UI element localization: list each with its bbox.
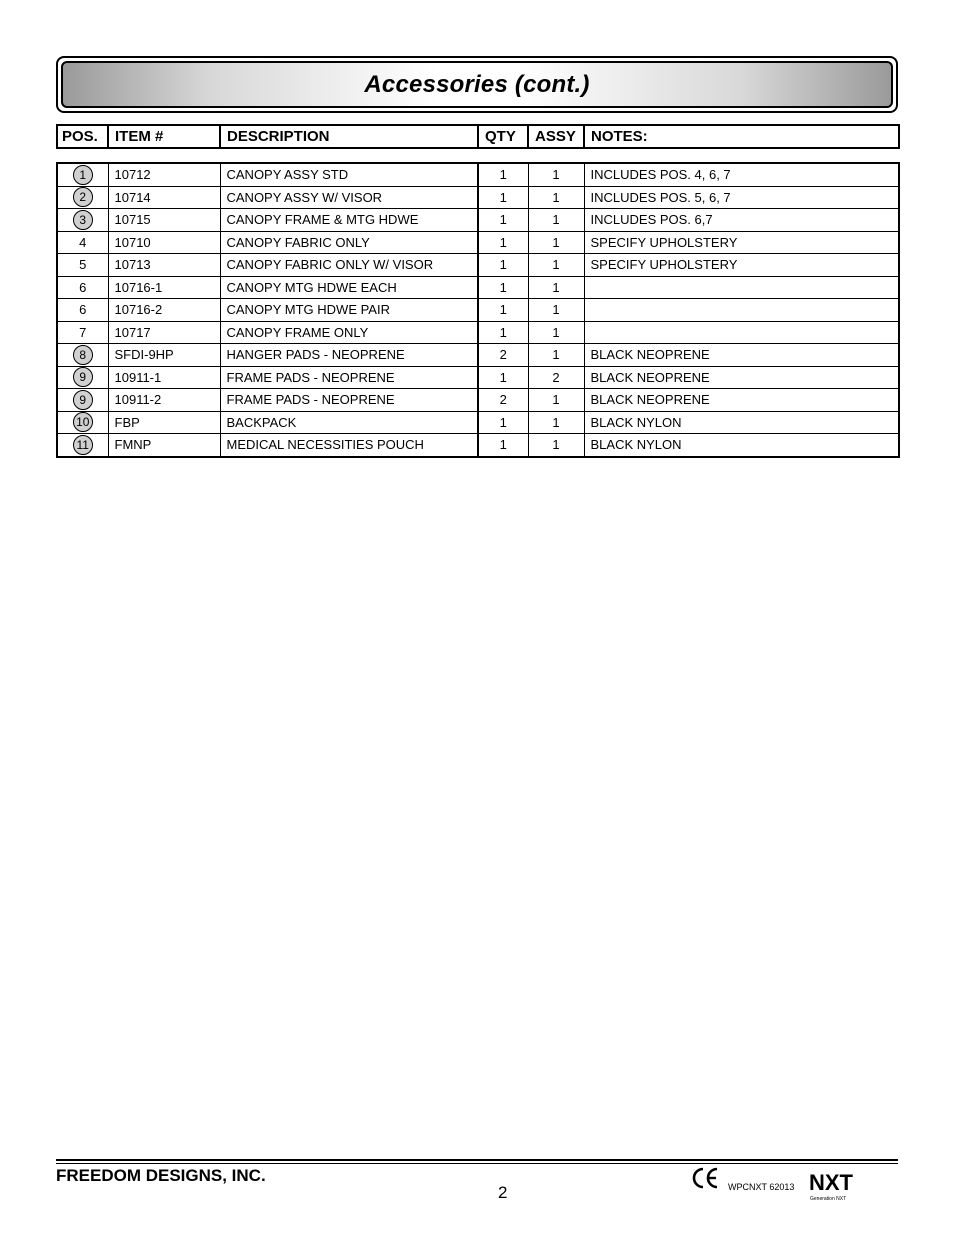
position-callout-circle: 2 (73, 187, 93, 207)
pos-cell (57, 434, 108, 457)
notes-cell: BLACK NEOPRENE (584, 389, 899, 412)
assy-cell: 1 (528, 344, 584, 367)
item-number-cell: FMNP (108, 434, 220, 457)
item-number-cell: 10911-2 (108, 389, 220, 412)
pos-cell (57, 344, 108, 367)
description-cell: CANOPY FRAME ONLY (220, 321, 478, 344)
notes-cell: BLACK NEOPRENE (584, 344, 899, 367)
qty-cell: 1 (478, 209, 528, 232)
qty-cell: 1 (478, 411, 528, 434)
nxt-logo-subtext: Generation NXT (810, 1196, 847, 1202)
item-number-cell: 10717 (108, 321, 220, 344)
pos-cell (57, 321, 108, 344)
pos-cell (57, 299, 108, 322)
pos-cell (57, 186, 108, 209)
assy-cell: 1 (528, 389, 584, 412)
item-number-cell: 10712 (108, 163, 220, 186)
assy-cell: 2 (528, 366, 584, 389)
table-row (57, 344, 899, 367)
description-cell: CANOPY MTG HDWE PAIR (220, 299, 478, 322)
position-number: 6 (79, 302, 87, 318)
notes-cell (584, 299, 899, 322)
position-callout-circle: 3 (73, 210, 93, 230)
position-number: 5 (79, 257, 87, 273)
qty-cell: 1 (478, 276, 528, 299)
table-row (57, 231, 899, 254)
footer-rule (56, 1159, 898, 1161)
qty-cell: 1 (478, 299, 528, 322)
pos-cell (57, 231, 108, 254)
description-cell: CANOPY FABRIC ONLY (220, 231, 478, 254)
document-code: WPCNXT 62013 (728, 1182, 795, 1192)
notes-cell: BLACK NYLON (584, 434, 899, 457)
column-header-assy: ASSY (528, 125, 584, 148)
qty-cell: 2 (478, 344, 528, 367)
column-header-row (57, 125, 899, 148)
column-header-item: ITEM # (108, 125, 220, 148)
description-cell: FRAME PADS - NEOPRENE (220, 366, 478, 389)
item-number-cell: 10716-2 (108, 299, 220, 322)
position-number: 6 (79, 279, 87, 295)
table-row (57, 209, 899, 232)
nxt-logo (808, 1168, 856, 1202)
qty-cell: 1 (478, 254, 528, 277)
table-row (57, 434, 899, 457)
title-banner (56, 56, 898, 113)
assy-cell: 1 (528, 254, 584, 277)
column-header-notes: NOTES: (584, 125, 899, 148)
description-cell: CANOPY FABRIC ONLY W/ VISOR (220, 254, 478, 277)
page-number: 2 (498, 1183, 508, 1202)
description-cell: BACKPACK (220, 411, 478, 434)
assy-cell: 1 (528, 321, 584, 344)
assy-cell: 1 (528, 411, 584, 434)
parts-table (56, 162, 900, 458)
table-row (57, 411, 899, 434)
description-cell: FRAME PADS - NEOPRENE (220, 389, 478, 412)
description-cell: CANOPY ASSY W/ VISOR (220, 186, 478, 209)
item-number-cell: 10710 (108, 231, 220, 254)
position-callout-circle: 8 (73, 345, 93, 365)
table-row (57, 299, 899, 322)
column-header-pos: POS. (57, 125, 108, 148)
assy-cell: 1 (528, 231, 584, 254)
column-header-description: DESCRIPTION (220, 125, 478, 148)
pos-cell (57, 389, 108, 412)
position-callout-circle: 10 (73, 412, 93, 432)
table-row (57, 163, 899, 186)
notes-cell: INCLUDES POS. 6,7 (584, 209, 899, 232)
qty-cell: 1 (478, 434, 528, 457)
position-callout-circle: 1 (73, 165, 93, 185)
assy-cell: 1 (528, 186, 584, 209)
table-row (57, 276, 899, 299)
qty-cell: 1 (478, 231, 528, 254)
description-cell: CANOPY ASSY STD (220, 163, 478, 186)
item-number-cell: 10714 (108, 186, 220, 209)
assy-cell: 1 (528, 276, 584, 299)
table-row (57, 186, 899, 209)
notes-cell (584, 321, 899, 344)
table-row (57, 389, 899, 412)
pos-cell (57, 163, 108, 186)
description-cell: MEDICAL NECESSITIES POUCH (220, 434, 478, 457)
position-number: 4 (79, 234, 87, 250)
column-header-qty: QTY (478, 125, 528, 148)
item-number-cell: 10715 (108, 209, 220, 232)
title-banner-inner (61, 61, 893, 108)
assy-cell: 1 (528, 209, 584, 232)
notes-cell: SPECIFY UPHOLSTERY (584, 254, 899, 277)
item-number-cell: SFDI-9HP (108, 344, 220, 367)
notes-cell: SPECIFY UPHOLSTERY (584, 231, 899, 254)
notes-cell (584, 276, 899, 299)
notes-cell: INCLUDES POS. 5, 6, 7 (584, 186, 899, 209)
company-name: FREEDOM DESIGNS, INC. (56, 1166, 266, 1185)
ce-mark-icon (692, 1166, 720, 1190)
qty-cell: 1 (478, 163, 528, 186)
position-number: 7 (79, 324, 87, 340)
item-number-cell: FBP (108, 411, 220, 434)
table-row (57, 254, 899, 277)
pos-cell (57, 366, 108, 389)
position-callout-circle: 9 (73, 367, 93, 387)
qty-cell: 2 (478, 389, 528, 412)
item-number-cell: 10911-1 (108, 366, 220, 389)
item-number-cell: 10713 (108, 254, 220, 277)
item-number-cell: 10716-1 (108, 276, 220, 299)
assy-cell: 1 (528, 163, 584, 186)
notes-cell: INCLUDES POS. 4, 6, 7 (584, 163, 899, 186)
footer-rule-thin (56, 1163, 898, 1164)
notes-cell: BLACK NEOPRENE (584, 366, 899, 389)
description-cell: CANOPY MTG HDWE EACH (220, 276, 478, 299)
table-row (57, 366, 899, 389)
pos-cell (57, 209, 108, 232)
table-row (57, 321, 899, 344)
nxt-logo-text: NXT (809, 1170, 853, 1195)
column-header-table (56, 124, 900, 149)
pos-cell (57, 411, 108, 434)
pos-cell (57, 254, 108, 277)
qty-cell: 1 (478, 321, 528, 344)
position-callout-circle: 11 (73, 435, 93, 455)
assy-cell: 1 (528, 299, 584, 322)
page-title: Accessories (cont.) (364, 70, 590, 98)
description-cell: HANGER PADS - NEOPRENE (220, 344, 478, 367)
notes-cell: BLACK NYLON (584, 411, 899, 434)
qty-cell: 1 (478, 366, 528, 389)
description-cell: CANOPY FRAME & MTG HDWE (220, 209, 478, 232)
position-callout-circle: 9 (73, 390, 93, 410)
assy-cell: 1 (528, 434, 584, 457)
qty-cell: 1 (478, 186, 528, 209)
pos-cell (57, 276, 108, 299)
